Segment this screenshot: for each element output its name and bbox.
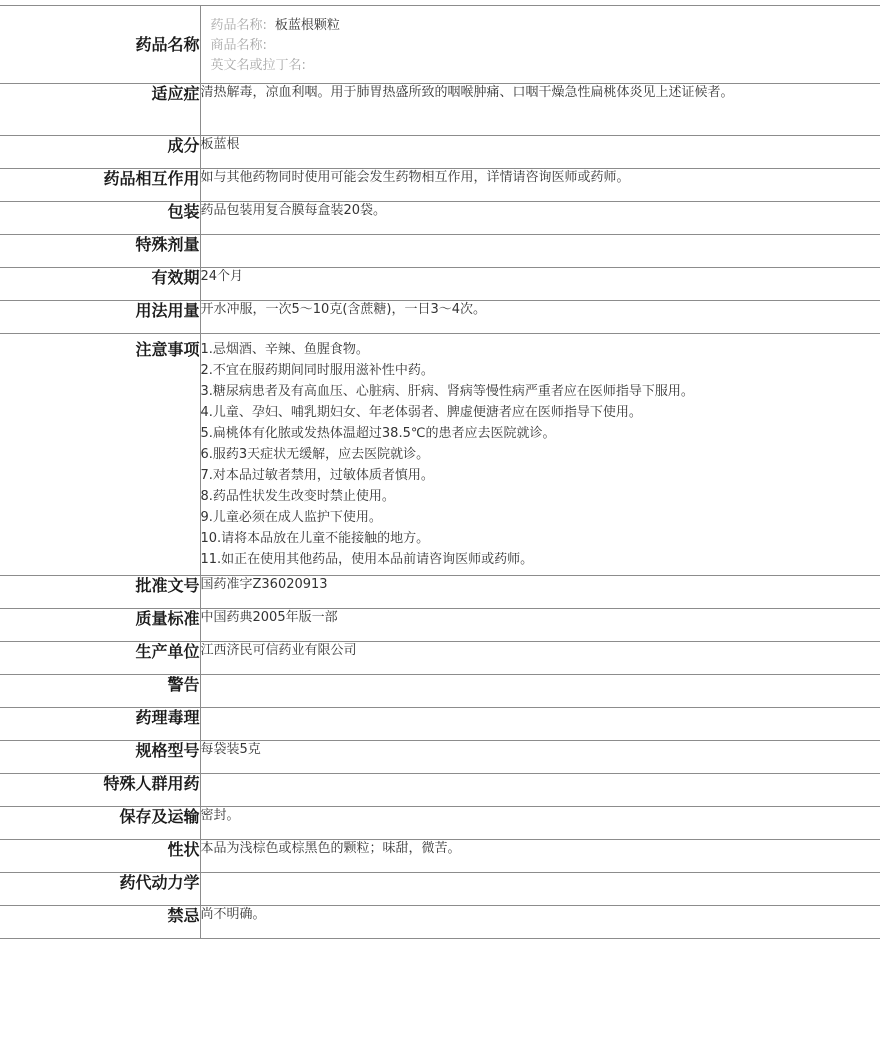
row-drug-name xyxy=(0,6,880,84)
warning-value xyxy=(200,675,880,708)
special-dosage-value xyxy=(200,235,880,268)
row-interactions xyxy=(0,169,880,202)
drug-name-label: 药品名称 xyxy=(0,6,200,84)
special-dosage-label: 特殊剂量 xyxy=(0,235,200,268)
ingredients-value: 板蓝根 xyxy=(200,136,880,169)
special-groups-value xyxy=(200,774,880,807)
precautions-list xyxy=(200,334,880,576)
special-groups-label: 特殊人群用药 xyxy=(0,774,200,807)
description-label: 性状 xyxy=(0,840,200,873)
precaution-item: 4.儿童、孕妇、哺乳期妇女、年老体弱者、脾虚便溏者应在医师指导下使用。 xyxy=(200,405,642,420)
row-special-groups xyxy=(0,774,880,807)
precaution-item: 9.儿童必须在成人监护下使用。 xyxy=(200,510,382,525)
manufacturer-value: 江西济民可信药业有限公司 xyxy=(200,642,880,675)
row-indications xyxy=(0,84,880,136)
manufacturer-label: 生产单位 xyxy=(0,642,200,675)
precautions-label: 注意事项 xyxy=(0,334,200,576)
toxicology-value xyxy=(200,708,880,741)
validity-value: 24个月 xyxy=(200,268,880,301)
precaution-item: 11.如正在使用其他药品，使用本品前请咨询医师或药师。 xyxy=(200,552,534,567)
generic-name-line xyxy=(211,16,880,36)
pharmacokinetics-label: 药代动力学 xyxy=(0,873,200,906)
indications-value xyxy=(200,84,880,136)
precaution-item: 8.药品性状发生改变时禁止使用。 xyxy=(200,489,395,504)
approval-value: 国药准字Z36020913 xyxy=(200,576,880,609)
standard-value: 中国药典2005年版一部 xyxy=(200,609,880,642)
row-usage xyxy=(0,301,880,334)
precaution-item: 7.对本品过敏者禁用，过敏体质者慎用。 xyxy=(200,468,434,483)
packaging-label: 包装 xyxy=(0,202,200,235)
approval-label: 批准文号 xyxy=(0,576,200,609)
precaution-item: 3.糖尿病患者及有高血压、心脏病、肝病、肾病等慢性病严重者应在医师指导下服用。 xyxy=(200,384,694,399)
row-manufacturer xyxy=(0,642,880,675)
specification-label: 规格型号 xyxy=(0,741,200,774)
row-standard xyxy=(0,609,880,642)
precaution-item: 5.扁桃体有化脓或发热体温超过38.5℃的患者应去医院就诊。 xyxy=(200,426,556,441)
storage-value: 密封。 xyxy=(200,807,880,840)
trade-name-label: 商品名称: xyxy=(210,38,267,53)
generic-name-label: 药品名称: xyxy=(210,18,267,33)
trade-name-line xyxy=(211,36,880,56)
interactions-value: 如与其他药物同时使用可能会发生药物相互作用，详情请咨询医师或药师。 xyxy=(200,169,880,202)
interactions-label: 药品相互作用 xyxy=(0,169,200,202)
validity-label: 有效期 xyxy=(0,268,200,301)
row-approval xyxy=(0,576,880,609)
pharmacokinetics-value xyxy=(200,873,880,906)
row-warning xyxy=(0,675,880,708)
row-ingredients xyxy=(0,136,880,169)
indications-text: 清热解毒，凉血利咽。用于肺胃热盛所致的咽喉肿痛、口咽干燥急性扁桃体炎见上述证候者。 xyxy=(200,85,734,100)
ingredients-label: 成分 xyxy=(0,136,200,169)
warning-label: 警告 xyxy=(0,675,200,708)
packaging-value: 药品包装用复合膜每盒装20袋。 xyxy=(200,202,880,235)
row-validity xyxy=(0,268,880,301)
row-special-dosage xyxy=(0,235,880,268)
row-specification xyxy=(0,741,880,774)
row-pharmacokinetics xyxy=(0,873,880,906)
storage-label: 保存及运输 xyxy=(0,807,200,840)
english-name-line xyxy=(211,56,880,76)
specification-value: 每袋装5克 xyxy=(200,741,880,774)
drug-name-value xyxy=(200,6,880,84)
row-precautions xyxy=(0,334,880,576)
precaution-item: 2.不宜在服药期间同时服用滋补性中药。 xyxy=(200,363,434,378)
generic-name-value: 板蓝根颗粒 xyxy=(274,18,340,33)
row-contraindications xyxy=(0,906,880,939)
contraindications-value: 尚不明确。 xyxy=(200,906,880,939)
row-storage xyxy=(0,807,880,840)
contraindications-label: 禁忌 xyxy=(0,906,200,939)
standard-label: 质量标准 xyxy=(0,609,200,642)
description-value: 本品为浅棕色或棕黑色的颗粒；味甜，微苦。 xyxy=(200,840,880,873)
usage-label: 用法用量 xyxy=(0,301,200,334)
usage-value: 开水冲服，一次5～10克(含蔗糖)，一日3～4次。 xyxy=(200,301,880,334)
precaution-item: 1.忌烟酒、辛辣、鱼腥食物。 xyxy=(200,342,369,357)
toxicology-label: 药理毒理 xyxy=(0,708,200,741)
indications-label: 适应症 xyxy=(0,84,200,136)
precaution-item: 10.请将本品放在儿童不能接触的地方。 xyxy=(200,531,430,546)
row-toxicology xyxy=(0,708,880,741)
precaution-item: 6.服药3天症状无缓解，应去医院就诊。 xyxy=(200,447,430,462)
row-description xyxy=(0,840,880,873)
english-name-label: 英文名或拉丁名: xyxy=(210,58,306,73)
drug-info-table xyxy=(0,5,880,939)
row-packaging xyxy=(0,202,880,235)
